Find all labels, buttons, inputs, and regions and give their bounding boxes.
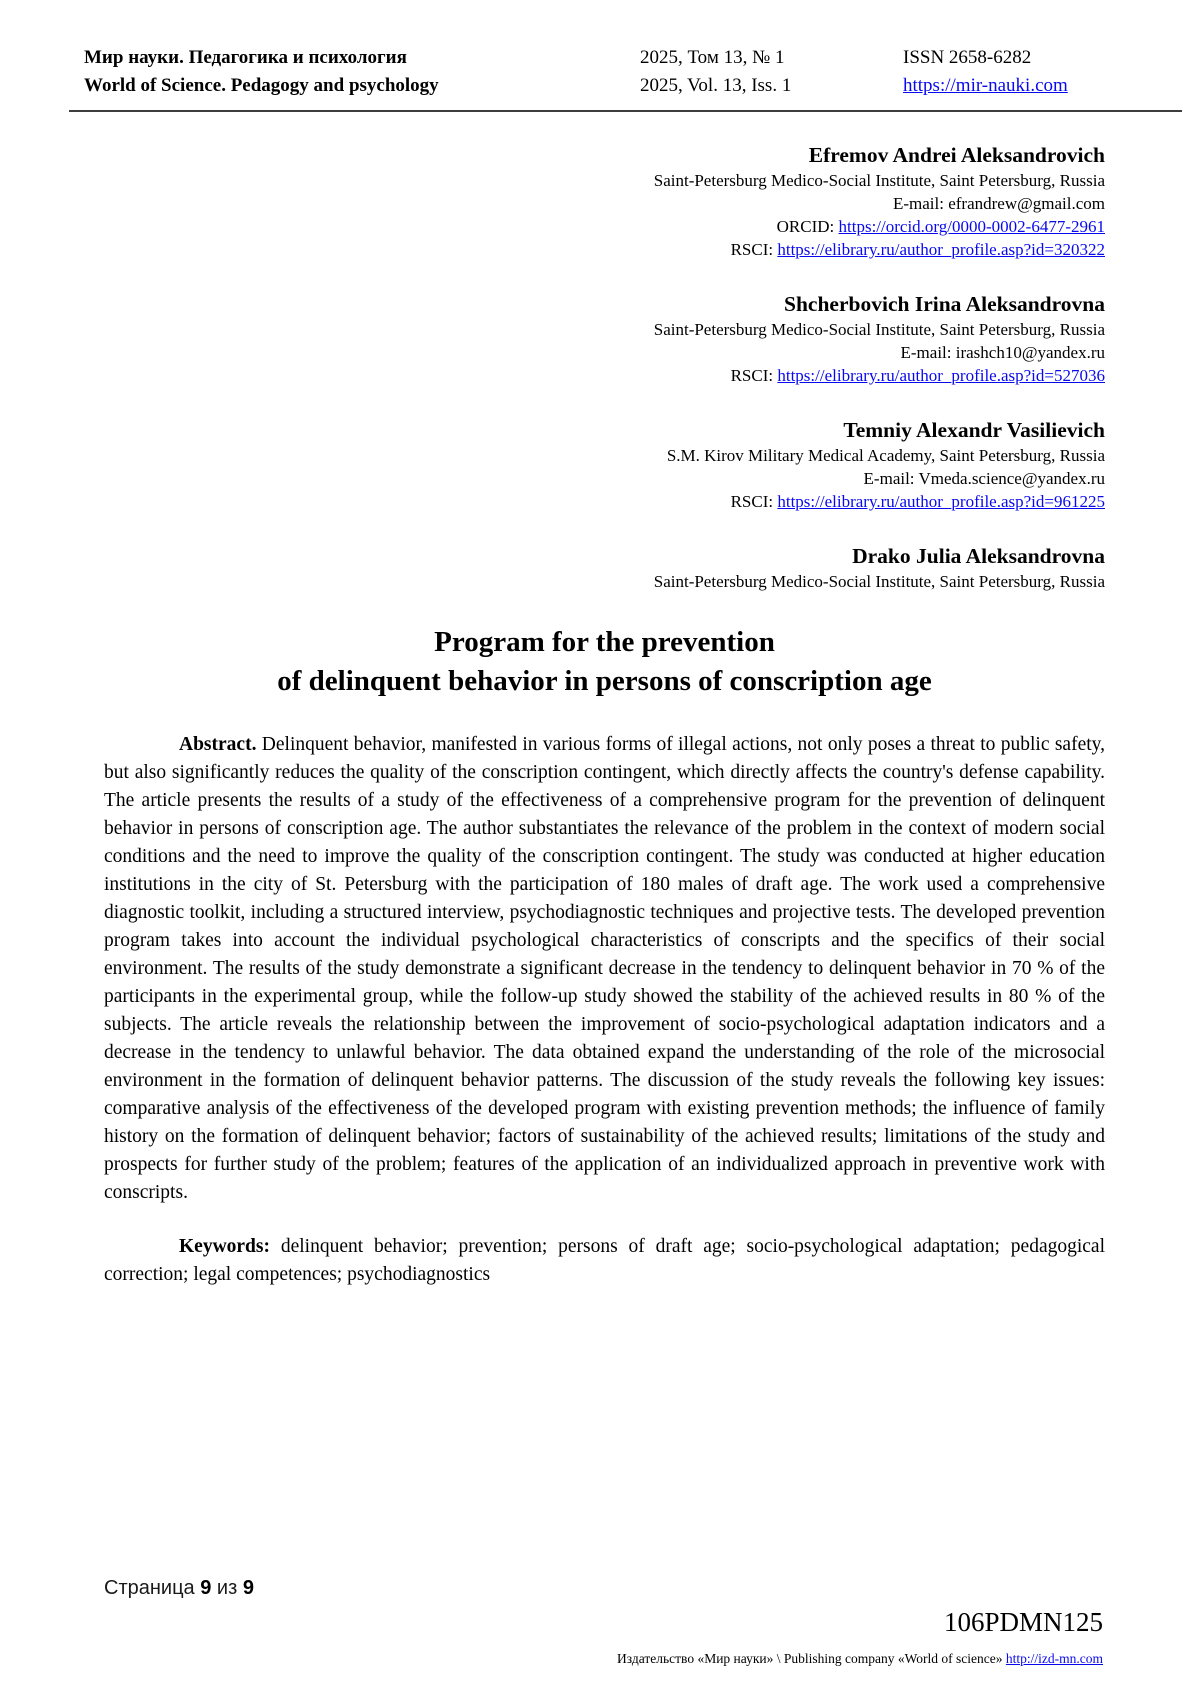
page-current: 9 [200,1577,212,1599]
article-id: 106PDMN125 [943,1607,1103,1637]
issn-text: ISSN 2658-6282 [903,47,1032,68]
author-block-3 [104,417,1105,513]
abstract-label: Abstract. [179,734,257,755]
author-rsci-line [104,490,1105,513]
author-name: Shcherbovich Irina Aleksandrovna [784,292,1105,316]
issue-info-ru: 2025, Том 13, № 1 [640,47,785,68]
author-name: Drako Julia Aleksandrovna [852,544,1105,568]
rsci-label: RSCI: [730,240,778,259]
orcid-label: ORCID: [776,217,839,236]
author-orcid-line [104,215,1105,238]
rsci-label: RSCI: [730,492,778,511]
page-of-word: из [216,1577,238,1599]
orcid-link[interactable]: https://orcid.org/0000-0002-6477-2961 [838,217,1105,236]
abstract-paragraph [104,731,1105,1207]
author-email: E-mail: efrandrew@gmail.com [892,194,1105,213]
author-name: Temniy Alexandr Vasilievich [843,418,1105,442]
page-number [104,1577,254,1600]
journal-site-link[interactable]: https://mir-nauki.com [903,75,1068,96]
page-total: 9 [242,1577,254,1599]
abstract-text: Delinquent behavior, manifested in various forms of illegal actions, not only poses a threat to public safety, but also significantly reduces the quality of the conscription contingent, which directly affects the country's defense capability. The article presents the results of a study of the effectiveness of a comprehensive program for the prevention of delinquent behavior in persons of conscription age. The author substantiates the relevance of the problem in the context of modern social conditions and the need to improve the quality of the conscription contingent. The study was conducted at higher education institutions in the city of St. Petersburg with the participation of 180 males of draft age. The work used a comprehensive diagnostic toolkit, including a structured interview, psychodiagnostic techniques and projective tests. The developed prevention program takes into account the individual psychological characteristics of conscripts and the specifics of their social environment. The results of the study demonstrate a significant decrease in the tendency to delinquent behavior in 70 % of the participants in the experimental group, while the follow-up study showed the stability of the achieved results in 80 % of the subjects. The article reveals the relationship between the improvement of socio-psychological adaptation indicators and a decrease in the tendency to unlawful behavior. The data obtained expand the understanding of the role of the microsocial environment in the formation of delinquent behavior patterns. The discussion of the study reveals the following key issues: comparative analysis of the effectiveness of the developed program with existing prevention methods; the influence of family history on the formation of delinquent behavior; factors of sustainability of the achieved results; limitations of the study and prospects for further study of the problem; features of the application of an individualized approach in preventive work with conscripts. [104,734,1105,1203]
publisher-link[interactable]: http://izd-mn.com [1005,1651,1103,1666]
page-label: Страница [104,1577,195,1599]
rsci-link[interactable]: https://elibrary.ru/author_profile.asp?id=527036 [777,366,1105,385]
article-title-line1: Program for the prevention [434,626,775,658]
publisher-text: Издательство «Мир науки» \ Publishing company «World of science» [617,1651,1006,1666]
issue-info-block [640,44,791,100]
publisher-line [617,1650,1103,1667]
journal-header [0,0,1200,112]
journal-title-ru: Мир науки. Педагогика и психология [84,47,407,68]
author-email: E-mail: Vmeda.science@yandex.ru [863,469,1105,488]
issue-info-en: 2025, Vol. 13, Iss. 1 [640,75,792,96]
author-block-1 [104,142,1105,261]
author-affiliation: S.M. Kirov Military Medical Academy, Saint Petersburg, Russia [666,446,1105,465]
author-rsci-line [104,238,1105,261]
header-rule [69,110,1182,112]
authors-section [104,142,1105,593]
author-name: Efremov Andrei Aleksandrovich [808,143,1105,167]
author-rsci-line [104,364,1105,387]
author-affiliation: Saint-Petersburg Medico-Social Institute, Saint Petersburg, Russia [653,171,1105,190]
rsci-link[interactable]: https://elibrary.ru/author_profile.asp?id=320322 [777,240,1105,259]
keywords-label: Keywords: [179,1236,270,1257]
author-affiliation: Saint-Petersburg Medico-Social Institute, Saint Petersburg, Russia [653,320,1105,339]
keywords-paragraph [104,1233,1105,1289]
rsci-link[interactable]: https://elibrary.ru/author_profile.asp?id=961225 [777,492,1105,511]
author-block-4 [104,543,1105,593]
article-title-line2: of delinquent behavior in persons of conscription age [277,665,932,697]
keywords-text: delinquent behavior; prevention; persons of draft age; socio-psychological adaptation; pedagogical correction; legal competences; psychodiagnostics [104,1236,1105,1285]
author-affiliation: Saint-Petersburg Medico-Social Institute, Saint Petersburg, Russia [653,572,1105,591]
author-email: E-mail: irashch10@yandex.ru [900,343,1105,362]
journal-title-block [84,44,439,100]
article-title [104,623,1105,701]
journal-title-en: World of Science. Pedagogy and psychology [84,75,439,96]
rsci-label: RSCI: [730,366,778,385]
author-block-2 [104,291,1105,387]
issn-block [903,44,1068,100]
